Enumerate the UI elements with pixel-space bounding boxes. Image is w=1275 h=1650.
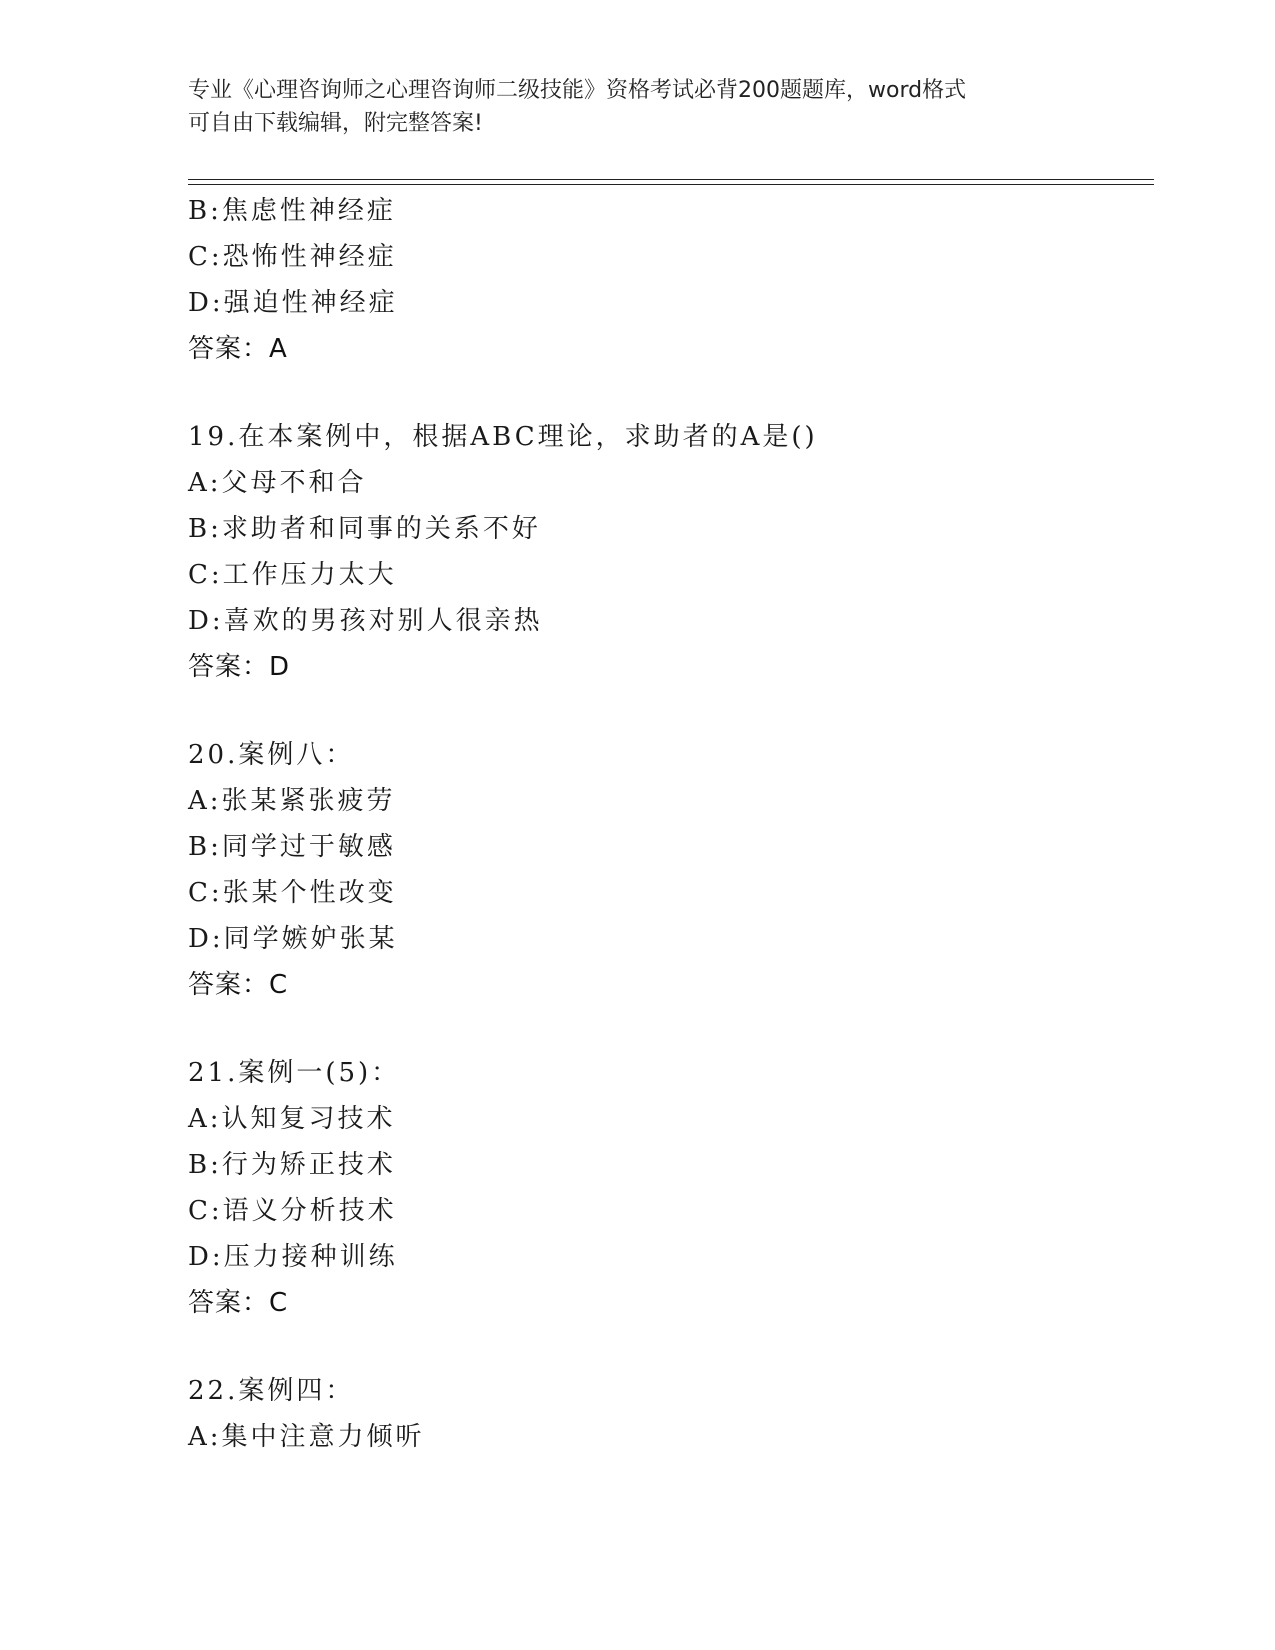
option-d: D:强迫性神经症 <box>188 288 398 318</box>
option-d: D:喜欢的男孩对别人很亲热 <box>188 606 543 636</box>
option-c: C:张某个性改变 <box>188 878 397 908</box>
answer-line: 答案：A <box>188 334 288 364</box>
header-divider-top <box>188 179 1154 180</box>
answer-line: 答案：C <box>188 970 289 1000</box>
answer-line: 答案：C <box>188 1288 289 1318</box>
option-a: A:认知复习技术 <box>188 1104 396 1134</box>
question-19-block <box>188 414 1148 690</box>
option-b: B:同学过于敏感 <box>188 832 396 862</box>
option-d: D:压力接种训练 <box>188 1242 398 1272</box>
question-stem: 21.案例一(5)： <box>188 1058 401 1088</box>
header-title-line-2: 可自由下载编辑，附完整答案! <box>188 111 483 136</box>
header-divider-bottom <box>188 184 1154 185</box>
question-stem: 19.在本案例中，根据ABC理论，求助者的A是() <box>188 422 818 452</box>
question-stem: 22.案例四： <box>188 1376 355 1406</box>
option-a: A:张某紧张疲劳 <box>188 786 396 816</box>
header-title-line-1: 专业《心理咨询师之心理咨询师二级技能》资格考试必背200题题库，word格式 <box>188 78 967 103</box>
spacer <box>188 1008 1148 1050</box>
option-c: C:恐怖性神经症 <box>188 242 397 272</box>
question-21-block <box>188 1050 1148 1326</box>
option-c: C:工作压力太大 <box>188 560 397 590</box>
spacer <box>188 1326 1148 1368</box>
question-20-block <box>188 732 1148 1008</box>
question-list <box>188 188 1148 1460</box>
option-b: B:焦虑性神经症 <box>188 196 396 226</box>
option-b: B:求助者和同事的关系不好 <box>188 514 541 544</box>
option-a: A:集中注意力倾听 <box>188 1422 425 1452</box>
option-b: B:行为矫正技术 <box>188 1150 396 1180</box>
answer-line: 答案：D <box>188 652 291 682</box>
spacer <box>188 372 1148 414</box>
document-header <box>188 74 1068 140</box>
option-a: A:父母不和合 <box>188 468 367 498</box>
option-d: D:同学嫉妒张某 <box>188 924 398 954</box>
option-c: C:语义分析技术 <box>188 1196 397 1226</box>
question-18-block <box>188 188 1148 372</box>
question-stem: 20.案例八： <box>188 740 355 770</box>
question-22-block <box>188 1368 1148 1460</box>
spacer <box>188 690 1148 732</box>
